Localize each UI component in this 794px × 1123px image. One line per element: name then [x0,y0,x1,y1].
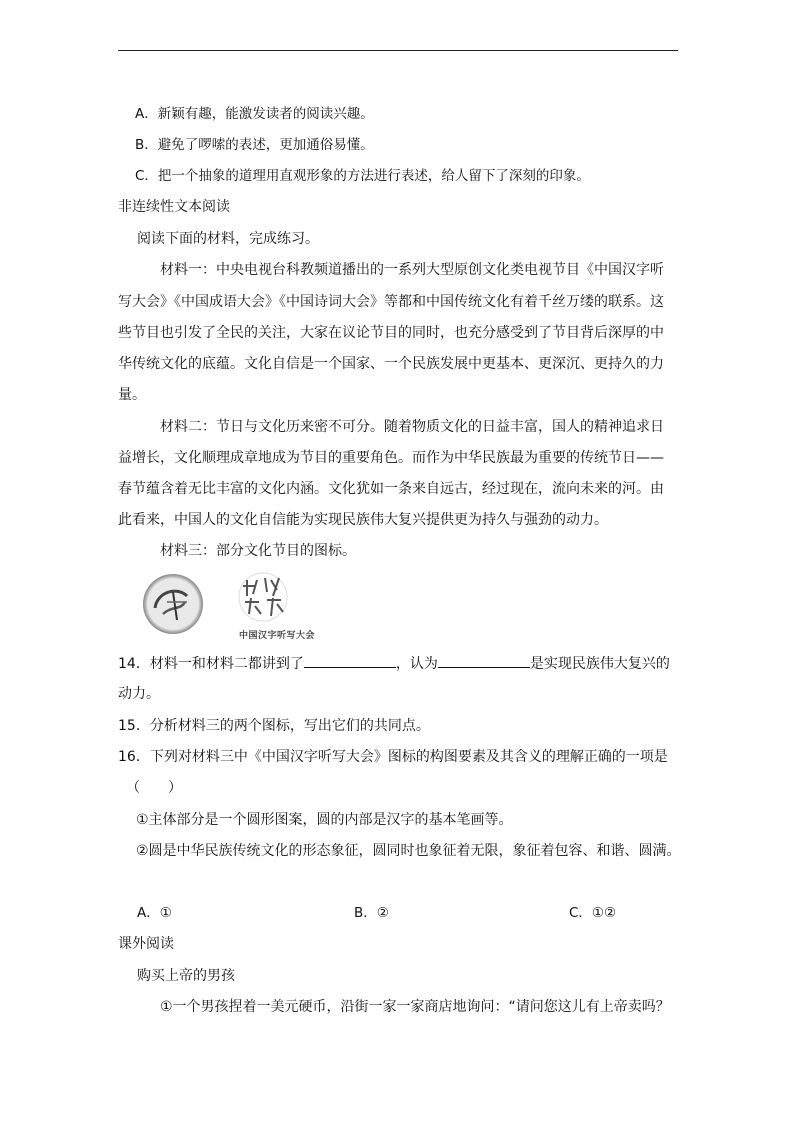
option-a: A．新颖有趣，能激发读者的阅读兴趣。 [135,106,374,122]
q16-statement-2: ②圆是中华民族传统文化的形态象征，圆同时也象征着无限，象征着包容、和谐、圆满。 [136,843,681,859]
option-b: B．避免了啰嗦的表述，更加通俗易懂。 [135,137,374,153]
material1-line: 材料一：中央电视台科教频道播出的一系列大型原创文化类电视节目《中国汉字听 [160,262,664,278]
question-14 [118,653,670,674]
answer-blank[interactable] [438,653,530,668]
section-heading-nonlinear: 非连续性文本阅读 [118,199,230,215]
answer-blank[interactable] [304,653,396,668]
instruction: 阅读下面的材料，完成练习。 [137,231,319,247]
material2-line: 材料二：节日与文化历来密不可分。随着物质文化的日益丰富，国人的精神追求日 [160,419,664,435]
dictation-conference-emblem [233,570,293,624]
question-14-cont: 动力。 [118,686,160,702]
logo-caption: 中国汉字听写大会 [239,631,316,641]
material2-line: 春节蕴含着无比丰富的文化内涵。文化犹如一条来自远古，经过现在，流向未来的河。由 [118,481,664,497]
material2-line: 益增长，文化顺理成章地成为节目的重要角色。而作为中华民族最为重要的传统节日—— [118,450,664,466]
section-heading-extracurricular: 课外阅读 [118,936,174,952]
question-15: 15．分析材料三的两个图标，写出它们的共同点。 [118,718,430,734]
idiom-conference-logo [143,574,203,634]
q14-text: 14．材料一和材料二都讲到了 [118,656,304,672]
q16-option-b: B．② [354,905,389,921]
q16-option-a: A．① [137,905,172,921]
material1-line: 些节目也引发了全民的关注，大家在议论节目的同时，也充分感受到了节目背后深厚的中 [118,325,664,341]
question-16-paren: （ ） [126,780,182,796]
header-rule [118,50,678,51]
material1-line: 华传统文化的底蕴。文化自信是一个国家、一个民族发展中更基本、更深沉、更持久的力 [118,356,664,372]
option-c: C．把一个抽象的道理用直观形象的方法进行表述，给人留下了深刻的印象。 [135,168,590,184]
material2-line: 此看来，中国人的文化自信能为实现民族伟大复兴提供更为持久与强劲的动力。 [118,512,608,528]
q16-statement-1: ①主体部分是一个圆形图案，圆的内部是汉字的基本笔画等。 [136,812,513,828]
story-title: 购买上帝的男孩 [137,968,235,984]
material3-line: 材料三：部分文化节目的图标。 [160,543,356,559]
material1-line: 量。 [118,387,146,403]
brush-swirl-icon [143,574,203,634]
q16-option-c: C．①② [569,905,617,921]
q14-text: 是实现民族伟大复兴的 [529,656,670,672]
q14-text: ，认为 [395,656,438,672]
question-16: 16．下列对材料三中《中国汉字听写大会》图标的构图要素及其含义的理解正确的一项是 [118,749,668,765]
story-paragraph: ①一个男孩捏着一美元硬币，沿街一家一家商店地询问：“请问您这儿有上帝卖吗？ [160,999,670,1015]
program-logos [133,568,333,646]
material1-line: 写大会》《中国成语大会》《中国诗词大会》等都和中国传统文化有着千丝万缕的联系。这 [118,294,664,310]
